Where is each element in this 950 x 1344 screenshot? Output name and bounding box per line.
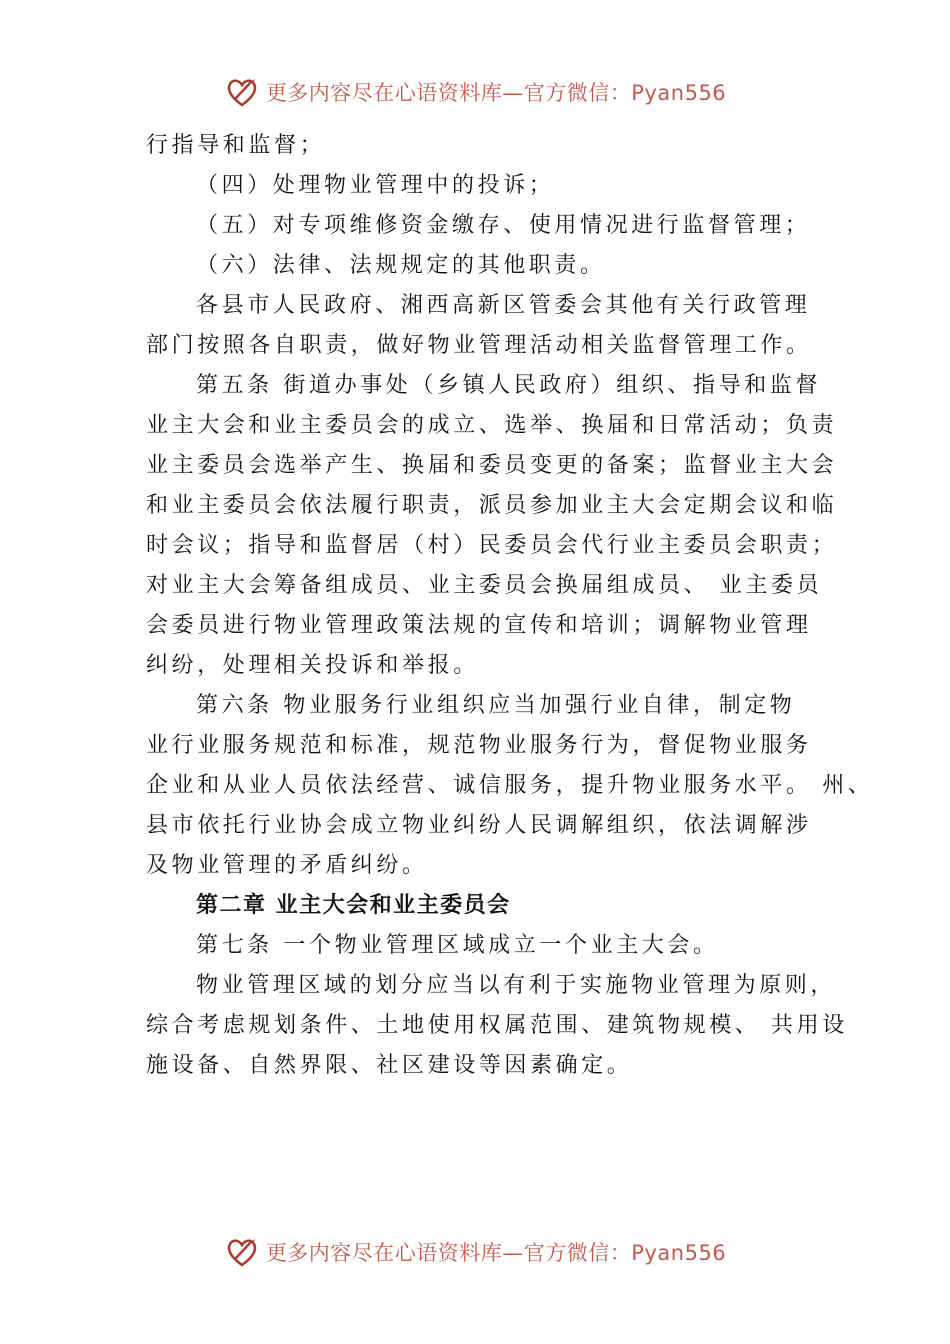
text-line: 对业主大会筹备组成员、业主委员会换届组成员、 业主委员	[146, 573, 823, 598]
text-line: 施设备、自然界限、社区建设等因素确定。	[146, 1053, 633, 1078]
watermark-text: 更多内容尽在心语资料库—官方微信：Pyan556	[265, 81, 727, 105]
text-line: 部门按照各自职责，做好物业管理活动相关监督管理工作。	[146, 333, 812, 358]
text-line: 和业主委员会依法履行职责，派员参加业主大会定期会议和临	[146, 493, 838, 518]
text-line: 综合考虑规划条件、土地使用权属范围、建筑物规模、 共用设	[146, 1013, 848, 1038]
text-line: （四）处理物业管理中的投诉；	[196, 173, 555, 198]
heart-pen-logo-icon	[224, 1234, 260, 1270]
text-line: （五）对专项维修资金缴存、使用情况进行监督管理；	[196, 213, 811, 238]
text-line: 业主大会和业主委员会的成立、选举、换届和日常活动；负责	[146, 413, 838, 438]
watermark-text: 更多内容尽在心语资料库—官方微信：Pyan556	[265, 1241, 727, 1265]
article-7-start: 第七条 一个物业管理区域成立一个业主大会。	[196, 933, 719, 958]
watermark-footer	[0, 1232, 950, 1272]
text-line: （六）法律、法规规定的其他职责。	[196, 253, 606, 278]
text-line: 业主委员会选举产生、换届和委员变更的备案；监督业主大会	[146, 453, 838, 478]
chapter-heading: 第二章 业主大会和业主委员会	[196, 893, 511, 918]
text-line: 纠纷，处理相关投诉和举报。	[146, 653, 479, 678]
watermark-header	[0, 72, 950, 112]
text-line: 县市依托行业协会成立物业纠纷人民调解组织，依法调解涉	[146, 813, 812, 838]
paragraph-start: 物业管理区域的划分应当以有利于实施物业管理为原则，	[196, 973, 837, 998]
text-line: 及物业管理的矛盾纠纷。	[146, 853, 428, 878]
text-line: 时会议；指导和监督居（村）民委员会代行业主委员会职责；	[146, 533, 838, 558]
text-line: 企业和从业人员依法经营、诚信服务，提升物业服务水平。 州、	[146, 773, 874, 798]
text-line: 业行业服务规范和标准，规范物业服务行为，督促物业服务	[146, 733, 812, 758]
heart-pen-logo-icon	[224, 74, 260, 110]
paragraph-start: 各县市人民政府、湘西高新区管委会其他有关行政管理	[196, 293, 811, 318]
article-5-start: 第五条 街道办事处（乡镇人民政府）组织、指导和监督	[196, 373, 821, 398]
document-body	[146, 126, 874, 1086]
text-line: 行指导和监督；	[146, 133, 326, 158]
article-6-start: 第六条 物业服务行业组织应当加强行业自律，制定物	[196, 693, 796, 718]
text-line: 会委员进行物业管理政策法规的宣传和培训；调解物业管理	[146, 613, 812, 638]
